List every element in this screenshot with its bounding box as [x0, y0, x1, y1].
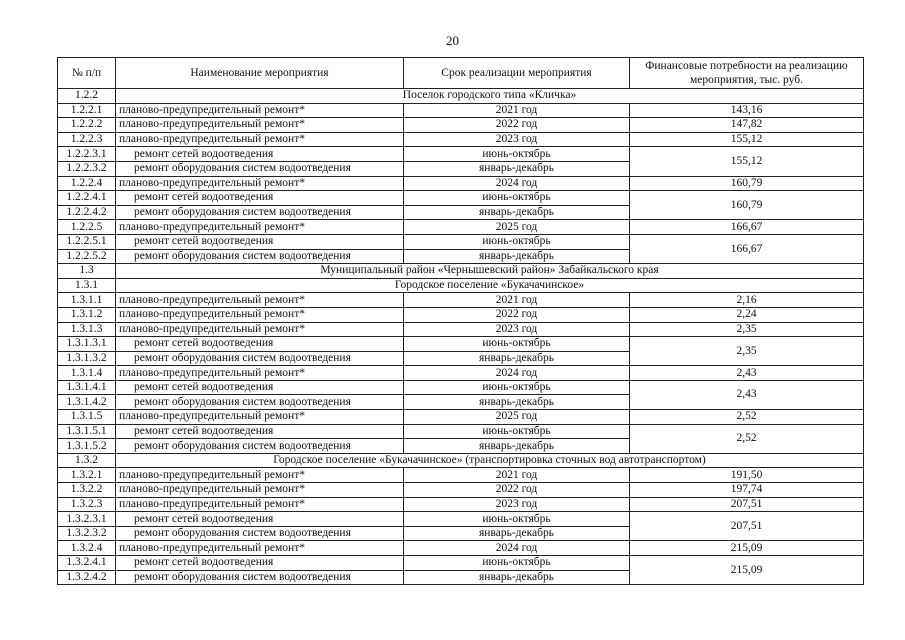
measure-term: 2022 год: [404, 118, 630, 133]
row-number: 1.2.2: [58, 89, 116, 104]
row-number: 1.3.1: [58, 278, 116, 293]
table-row: [58, 118, 864, 133]
measure-term: июнь-октябрь: [404, 512, 630, 527]
table-row: [58, 541, 864, 556]
section-title: Городское поселение «Букачачинское»: [116, 278, 864, 293]
measure-term: январь-декабрь: [404, 526, 630, 541]
measure-term: январь-декабрь: [404, 395, 630, 410]
table-row: [58, 132, 864, 147]
row-number: 1.3.1.5: [58, 410, 116, 425]
measure-term: 2025 год: [404, 220, 630, 235]
measure-name: ремонт оборудования систем водоотведения: [116, 205, 404, 220]
measure-term: 2021 год: [404, 103, 630, 118]
measure-term: январь-декабрь: [404, 161, 630, 176]
financial-need: 160,79: [630, 176, 864, 191]
table-row: [58, 410, 864, 425]
measure-term: 2021 год: [404, 293, 630, 308]
row-number: 1.2.2.1: [58, 103, 116, 118]
table-row: [58, 337, 864, 352]
row-number: 1.3.2.1: [58, 468, 116, 483]
table-row: [58, 147, 864, 162]
row-number: 1.2.2.3.1: [58, 147, 116, 162]
measure-name: ремонт оборудования систем водоотведения: [116, 570, 404, 585]
measure-name: ремонт сетей водоотведения: [116, 191, 404, 206]
measure-term: 2025 год: [404, 410, 630, 425]
row-number: 1.3.2.2: [58, 483, 116, 498]
row-number: 1.3.1.3: [58, 322, 116, 337]
measure-term: 2024 год: [404, 541, 630, 556]
section-row: [58, 264, 864, 279]
financial-need: 155,12: [630, 147, 864, 176]
measure-term: 2023 год: [404, 322, 630, 337]
measure-term: июнь-октябрь: [404, 380, 630, 395]
measure-name: планово-предупредительный ремонт*: [116, 497, 404, 512]
row-number: 1.2.2.3.2: [58, 161, 116, 176]
section-title: Городское поселение «Букачачинское» (транспортировка сточных вод автотранспортом): [116, 453, 864, 468]
row-number: 1.2.2.3: [58, 132, 116, 147]
row-number: 1.3.2: [58, 453, 116, 468]
financial-need: 166,67: [630, 220, 864, 235]
measure-name: ремонт сетей водоотведения: [116, 424, 404, 439]
financial-need: 2,52: [630, 424, 864, 453]
measure-name: ремонт сетей водоотведения: [116, 337, 404, 352]
measure-name: ремонт сетей водоотведения: [116, 234, 404, 249]
row-number: 1.2.2.4: [58, 176, 116, 191]
measure-name: ремонт сетей водоотведения: [116, 147, 404, 162]
table-row: [58, 366, 864, 381]
measure-name: планово-предупредительный ремонт*: [116, 132, 404, 147]
measure-term: июнь-октябрь: [404, 234, 630, 249]
section-row: [58, 89, 864, 104]
measure-name: планово-предупредительный ремонт*: [116, 483, 404, 498]
row-number: 1.2.2.5.2: [58, 249, 116, 264]
table-header-row: [58, 58, 864, 89]
row-number: 1.3.2.3: [58, 497, 116, 512]
measure-term: июнь-октябрь: [404, 556, 630, 571]
measure-term: июнь-октябрь: [404, 424, 630, 439]
table-row: [58, 293, 864, 308]
row-number: 1.2.2.2: [58, 118, 116, 133]
row-number: 1.3.1.5.1: [58, 424, 116, 439]
table-row: [58, 220, 864, 235]
table-row: [58, 424, 864, 439]
row-number: 1.3: [58, 264, 116, 279]
financial-need: 2,52: [630, 410, 864, 425]
table-row: [58, 483, 864, 498]
measure-name: планово-предупредительный ремонт*: [116, 366, 404, 381]
measure-name: планово-предупредительный ремонт*: [116, 410, 404, 425]
financial-need: 2,16: [630, 293, 864, 308]
measure-term: 2024 год: [404, 366, 630, 381]
measure-term: январь-декабрь: [404, 439, 630, 454]
row-number: 1.2.2.5.1: [58, 234, 116, 249]
table-row: [58, 468, 864, 483]
financial-need: 207,51: [630, 497, 864, 512]
measure-term: 2023 год: [404, 132, 630, 147]
row-number: 1.3.1.3.2: [58, 351, 116, 366]
measure-term: январь-декабрь: [404, 570, 630, 585]
measure-name: ремонт оборудования систем водоотведения: [116, 395, 404, 410]
financial-need: 147,82: [630, 118, 864, 133]
page-number: 20: [446, 33, 459, 48]
measure-term: январь-декабрь: [404, 205, 630, 220]
financial-need: 191,50: [630, 468, 864, 483]
measure-name: ремонт оборудования систем водоотведения: [116, 526, 404, 541]
financial-need: 2,43: [630, 380, 864, 409]
financial-need: 155,12: [630, 132, 864, 147]
header-fin: Финансовые потребности на реализацию мероприятия, тыс. руб.: [630, 58, 864, 89]
row-number: 1.3.2.3.2: [58, 526, 116, 541]
financial-need: 215,09: [630, 556, 864, 585]
header-term: Срок реализации мероприятия: [404, 58, 630, 89]
measure-name: ремонт оборудования систем водоотведения: [116, 439, 404, 454]
measures-table: [57, 57, 864, 585]
row-number: 1.2.2.4.2: [58, 205, 116, 220]
table-row: [58, 322, 864, 337]
measure-term: июнь-октябрь: [404, 147, 630, 162]
table-row: [58, 497, 864, 512]
financial-need: 2,35: [630, 322, 864, 337]
measure-name: планово-предупредительный ремонт*: [116, 541, 404, 556]
row-number: 1.3.1.4: [58, 366, 116, 381]
measure-term: 2021 год: [404, 468, 630, 483]
row-number: 1.2.2.4.1: [58, 191, 116, 206]
measure-name: планово-предупредительный ремонт*: [116, 468, 404, 483]
row-number: 1.3.1.4.1: [58, 380, 116, 395]
row-number: 1.3.1.3.1: [58, 337, 116, 352]
measure-name: ремонт оборудования систем водоотведения: [116, 161, 404, 176]
measure-term: 2024 год: [404, 176, 630, 191]
measure-term: 2022 год: [404, 483, 630, 498]
measure-name: планово-предупредительный ремонт*: [116, 220, 404, 235]
measure-term: июнь-октябрь: [404, 191, 630, 206]
row-number: 1.3.2.3.1: [58, 512, 116, 527]
table-body: [58, 89, 864, 585]
measure-name: ремонт сетей водоотведения: [116, 556, 404, 571]
measure-term: 2022 год: [404, 307, 630, 322]
measure-name: планово-предупредительный ремонт*: [116, 103, 404, 118]
financial-need: 166,67: [630, 234, 864, 263]
table-row: [58, 512, 864, 527]
measure-name: планово-предупредительный ремонт*: [116, 293, 404, 308]
financial-need: 215,09: [630, 541, 864, 556]
row-number: 1.3.1.1: [58, 293, 116, 308]
table-row: [58, 380, 864, 395]
financial-need: 2,24: [630, 307, 864, 322]
header-num: № п/п: [58, 58, 116, 89]
financial-need: 197,74: [630, 483, 864, 498]
section-row: [58, 278, 864, 293]
row-number: 1.3.2.4.1: [58, 556, 116, 571]
table-row: [58, 176, 864, 191]
section-row: [58, 453, 864, 468]
measure-name: ремонт оборудования систем водоотведения: [116, 249, 404, 264]
table-row: [58, 307, 864, 322]
measure-name: ремонт оборудования систем водоотведения: [116, 351, 404, 366]
table-row: [58, 191, 864, 206]
measure-term: июнь-октябрь: [404, 337, 630, 352]
table-row: [58, 103, 864, 118]
table-row: [58, 556, 864, 571]
financial-need: 2,43: [630, 366, 864, 381]
measure-name: планово-предупредительный ремонт*: [116, 118, 404, 133]
financial-need: 143,16: [630, 103, 864, 118]
measure-term: январь-декабрь: [404, 351, 630, 366]
measure-term: 2023 год: [404, 497, 630, 512]
measure-name: ремонт сетей водоотведения: [116, 512, 404, 527]
measure-name: планово-предупредительный ремонт*: [116, 322, 404, 337]
measure-name: ремонт сетей водоотведения: [116, 380, 404, 395]
row-number: 1.3.2.4.2: [58, 570, 116, 585]
section-title: Муниципальный район «Чернышевский район» Забайкальского края: [116, 264, 864, 279]
measure-name: планово-предупредительный ремонт*: [116, 176, 404, 191]
section-title: Поселок городского типа «Кличка»: [116, 89, 864, 104]
financial-need: 160,79: [630, 191, 864, 220]
financial-need: 2,35: [630, 337, 864, 366]
financial-need: 207,51: [630, 512, 864, 541]
table-row: [58, 234, 864, 249]
header-name: Наименование мероприятия: [116, 58, 404, 89]
measure-term: январь-декабрь: [404, 249, 630, 264]
row-number: 1.3.1.5.2: [58, 439, 116, 454]
row-number: 1.3.2.4: [58, 541, 116, 556]
row-number: 1.3.1.4.2: [58, 395, 116, 410]
measure-name: планово-предупредительный ремонт*: [116, 307, 404, 322]
row-number: 1.2.2.5: [58, 220, 116, 235]
row-number: 1.3.1.2: [58, 307, 116, 322]
